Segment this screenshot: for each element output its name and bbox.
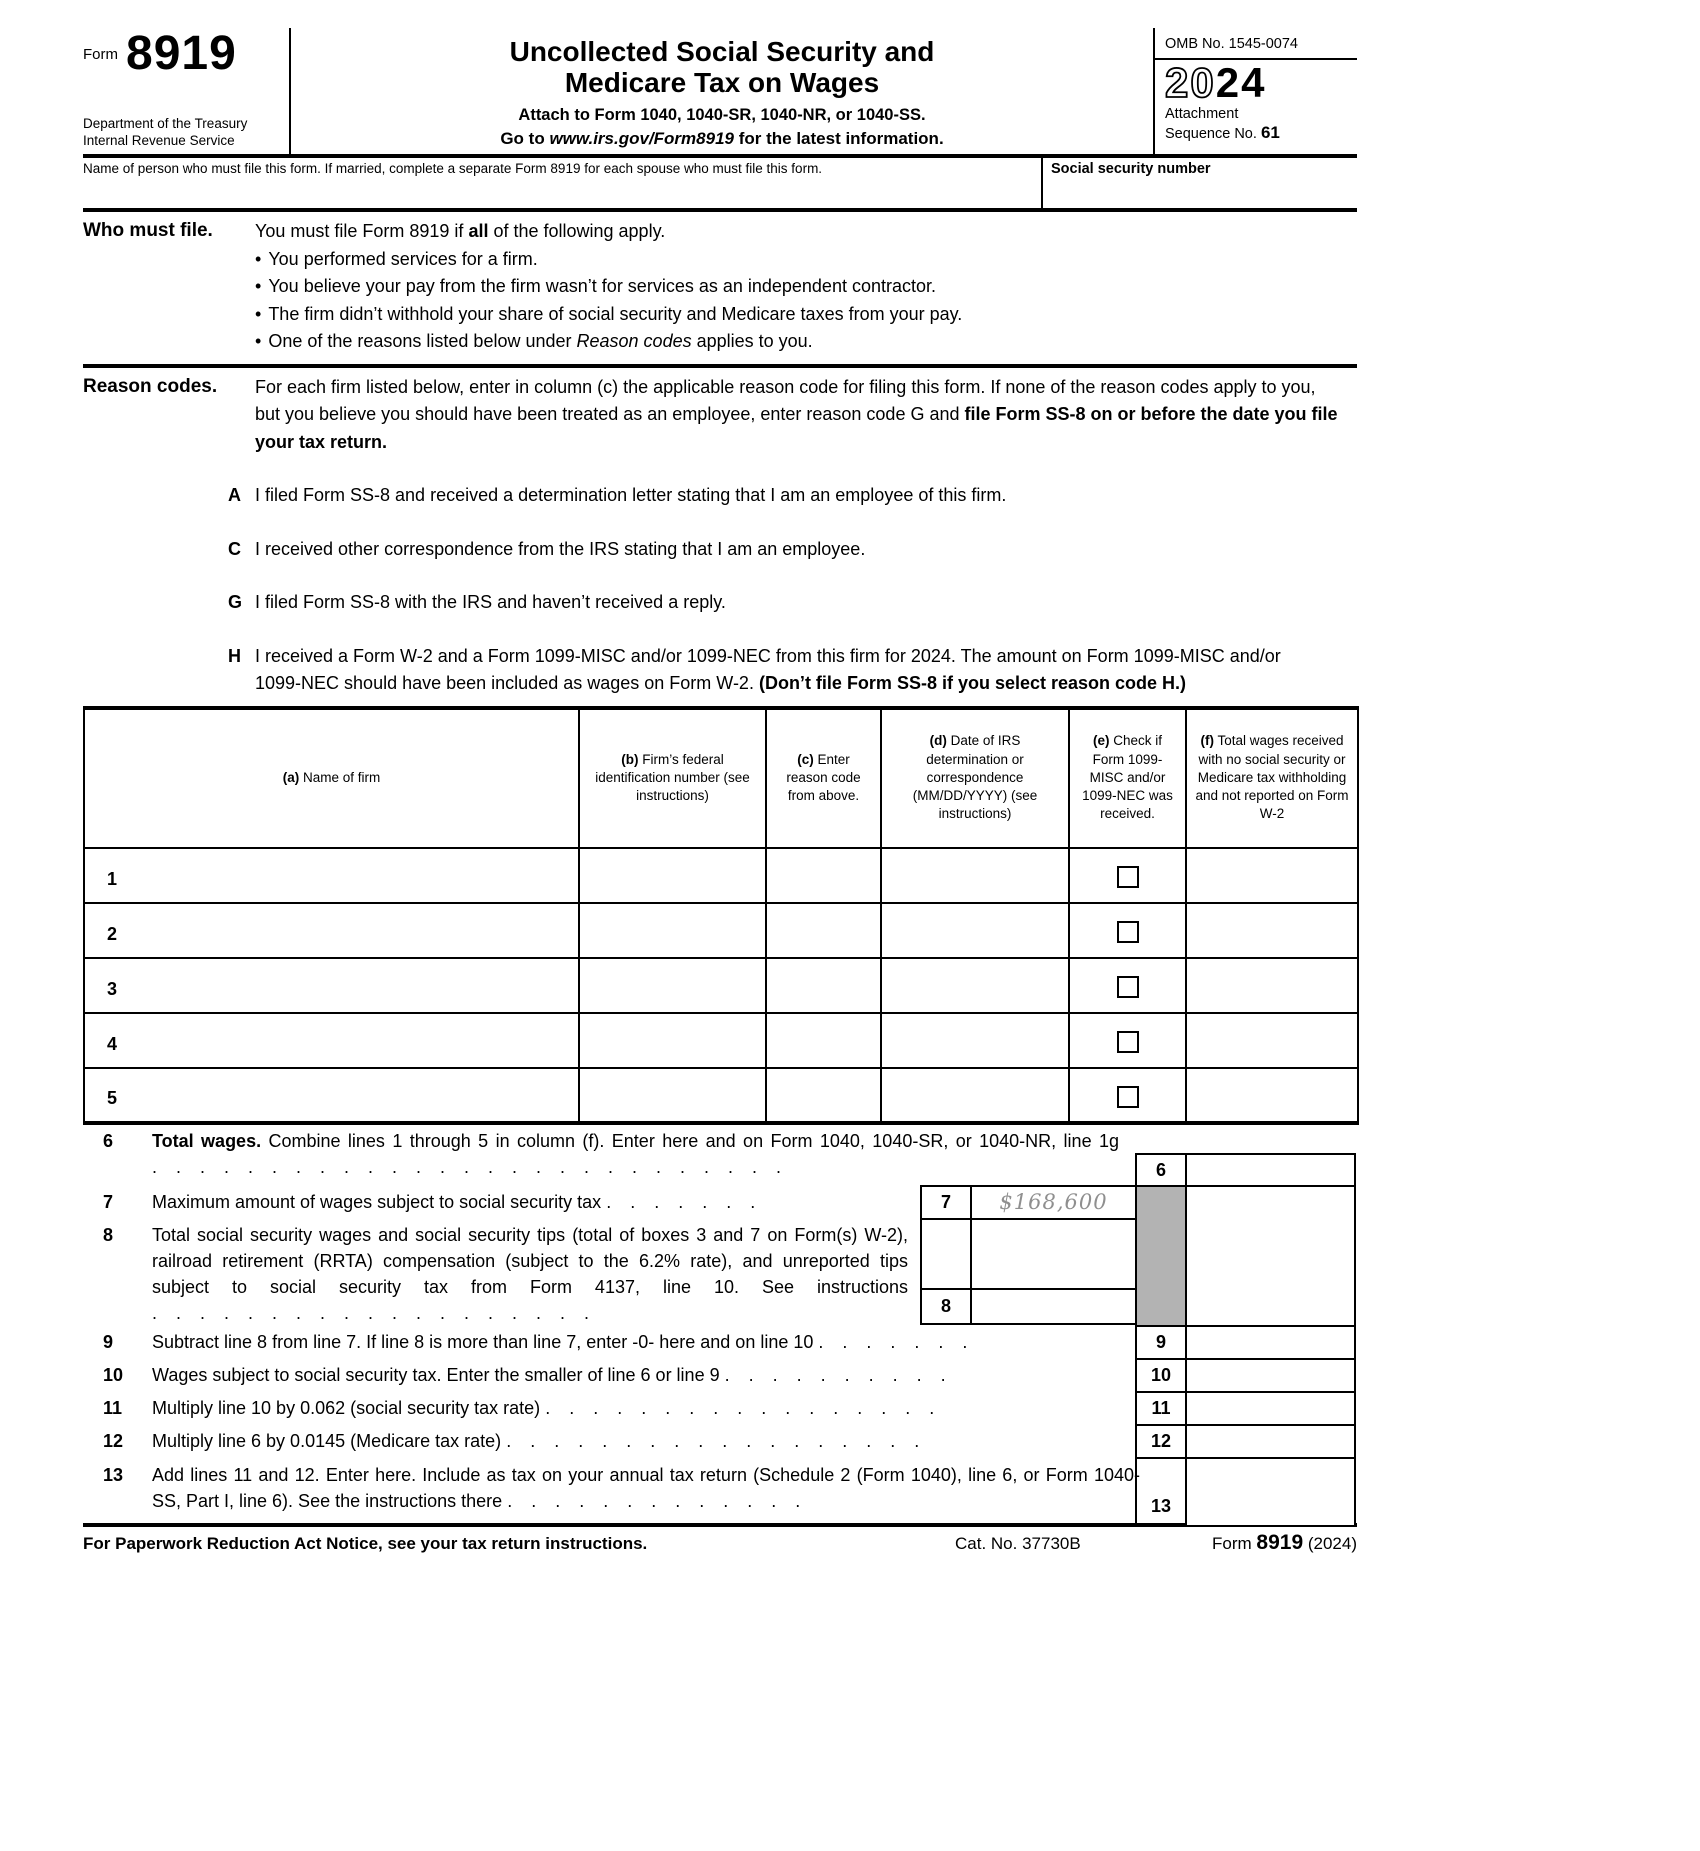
reason-code-g <box>228 589 1357 617</box>
firm-name-input-3[interactable] <box>84 958 579 1013</box>
irs-date-input-2[interactable] <box>881 903 1069 958</box>
bullet-text: You believe your pay from the firm wasn’t for services as an independent contractor. <box>268 276 936 296</box>
code-text: I filed Form SS-8 and received a determination letter stating that I am an employee of this firm. <box>255 485 1007 505</box>
row-number-2: 2 <box>107 923 118 944</box>
reason-codes-paragraph <box>255 374 1345 457</box>
col-letter: (c) <box>797 751 814 767</box>
form-footer <box>83 1527 1357 1561</box>
omb-number: OMB No. 1545-0074 <box>1155 28 1357 60</box>
calculation-section <box>83 1125 1357 1527</box>
line7-8-grid-row <box>1137 1187 1354 1327</box>
code-text: I received other correspondence from the IRS stating that I am an employee. <box>255 538 866 559</box>
reason-code-letter-h: H <box>228 645 241 666</box>
line8-amount-cell[interactable] <box>972 1290 1135 1323</box>
reason-codes-section <box>83 368 1357 706</box>
amount-grid <box>1135 1153 1356 1525</box>
total-wages-input-4[interactable] <box>1186 1013 1358 1068</box>
who-must-file-body <box>228 218 1357 356</box>
form-1099-checkbox-5[interactable] <box>1117 1086 1139 1108</box>
name-field-label: Name of person who must file this form. If married, complete a separate Form 8919 for each spouse who must file this form. <box>83 161 823 176</box>
col-header-total-wages <box>1186 708 1358 848</box>
bullet-text: You performed services for a firm. <box>268 248 538 269</box>
row-number-3: 3 <box>107 978 118 999</box>
spacer-value-column <box>972 1220 1135 1288</box>
reason-code-h <box>228 643 1357 698</box>
total-wages-input-2[interactable] <box>1186 903 1358 958</box>
firm-row-5 <box>84 1068 1358 1123</box>
intro-post: of the following apply. <box>488 221 666 241</box>
form-8919-page <box>83 28 1357 1561</box>
footer-form-id <box>1212 1531 1357 1555</box>
row-number-1: 1 <box>107 868 118 889</box>
reason-code-c <box>228 536 1357 564</box>
code-text: I filed Form SS-8 with the IRS and haven’t received a reply. <box>255 592 726 612</box>
code-bold-tail: (Don’t file Form SS-8 if you select reason code H.) <box>758 673 1187 693</box>
line13-box-number: 13 <box>1137 1459 1187 1525</box>
firm-row-4 <box>84 1013 1358 1068</box>
line8-dots: . . . . . . . . . . . . . . . . . . . <box>152 1302 590 1323</box>
form-id <box>83 27 283 80</box>
attachment-sequence <box>1155 105 1357 144</box>
line13-body: Add lines 11 and 12. Enter here. Include as tax on your annual tax return (Schedule 2 (Form 1040), line 6, or Form 1040-SS, Part I, line 6). See the instructions there <box>152 1464 1140 1511</box>
line11-number: 11 <box>103 1397 123 1418</box>
who-bullet-3 <box>255 301 1357 329</box>
form-1099-checkbox-2[interactable] <box>1117 921 1139 943</box>
line11-amount-row <box>1137 1393 1354 1426</box>
line9-amount-row <box>1137 1327 1354 1360</box>
form-number: 8919 <box>126 27 237 80</box>
col-text: Date of IRS determination or correspondence (MM/DD/YYYY) (see instructions) <box>912 733 1038 822</box>
col-text: Firm’s federal identification number (see instructions) <box>595 751 750 804</box>
col-text: Total wages received with no social security or Medicare tax withholding and not reported on Form W-2 <box>1195 733 1349 822</box>
shaded-cell <box>1137 1187 1187 1325</box>
line10-dots: . . . . . . . . . . <box>724 1364 946 1385</box>
reason-code-a <box>228 482 1357 510</box>
line11-box-number: 11 <box>1137 1393 1187 1424</box>
firm-name-input-4[interactable] <box>84 1013 579 1068</box>
footer-form-number: 8919 <box>1256 1530 1304 1554</box>
line11-body: Multiply line 10 by 0.062 (social security tax rate) <box>152 1397 541 1418</box>
line12-text <box>152 1428 919 1454</box>
line7-box-number: 7 <box>922 1187 972 1218</box>
line10-body: Wages subject to social security tax. Enter the smaller of line 6 or line 9 <box>152 1364 720 1385</box>
col-letter: (a) <box>282 769 300 785</box>
intro-pre: You must file Form 8919 if <box>255 221 469 241</box>
line6-text <box>152 1128 1119 1180</box>
line12-dots: . . . . . . . . . . . . . . . . . . <box>506 1430 920 1451</box>
dept-line2: Internal Revenue Service <box>83 133 235 149</box>
line12-amount-row <box>1137 1426 1354 1459</box>
sequence-row <box>1165 123 1357 143</box>
line10-amount-row <box>1137 1360 1354 1393</box>
row-number-4: 4 <box>107 1033 118 1054</box>
checkbox-cell-2 <box>1069 903 1186 958</box>
checkbox-cell-4 <box>1069 1013 1186 1068</box>
attachment-label: Attachment <box>1165 106 1239 123</box>
tax-year-outline: 20 <box>1165 59 1216 106</box>
line6-amount-row <box>1137 1155 1354 1187</box>
reason-code-input-1[interactable] <box>766 848 881 903</box>
who-must-file-section <box>83 212 1357 368</box>
line8-text <box>152 1222 908 1326</box>
reason-code-letter-c: C <box>228 538 241 559</box>
col-letter: (e) <box>1092 733 1110 749</box>
title-line1: Uncollected Social Security and <box>509 36 935 67</box>
line10-text <box>152 1362 946 1388</box>
reason-codes-label: Reason codes. <box>83 375 218 397</box>
reason-code-letter-g: G <box>228 592 243 612</box>
col-header-federal-id <box>579 708 766 848</box>
line9-text <box>152 1329 967 1355</box>
firm-name-input-1[interactable] <box>84 848 579 903</box>
irs-date-input-1[interactable] <box>881 848 1069 903</box>
checkbox-cell-5 <box>1069 1068 1186 1123</box>
who-bullet-2 <box>255 273 1357 301</box>
line13-dots: . . . . . . . . . . . . . <box>507 1490 801 1511</box>
col-header-reason-code <box>766 708 881 848</box>
line6-box-number: 6 <box>1137 1155 1187 1185</box>
form-1099-checkbox-3[interactable] <box>1117 976 1139 998</box>
irs-date-input-3[interactable] <box>881 958 1069 1013</box>
goto-instruction <box>291 129 1153 149</box>
line9-number: 9 <box>103 1331 114 1352</box>
title-line2: Medicare Tax on Wages <box>564 67 880 99</box>
line7-entry-row <box>922 1187 1135 1220</box>
line8-box-number: 8 <box>922 1290 972 1323</box>
sequence-label: Sequence No. <box>1165 126 1257 143</box>
reason-code-text-g <box>255 589 726 617</box>
line7-prefilled-value: $168,600 <box>999 1190 1108 1214</box>
line7-body: Maximum amount of wages subject to social security tax <box>152 1191 602 1212</box>
omb-block <box>1155 28 1357 154</box>
firm-ein-input-5[interactable] <box>579 1068 766 1123</box>
line6-dots: . . . . . . . . . . . . . . . . . . . . . . . . . . . <box>152 1156 782 1177</box>
total-wages-input-5[interactable] <box>1186 1068 1358 1123</box>
irs-date-input-5[interactable] <box>881 1068 1069 1123</box>
firms-table <box>83 706 1359 1125</box>
col-text: Name of firm <box>299 769 381 785</box>
col-text: Check if Form 1099-MISC and/or 1099-NEC was received. <box>1082 733 1173 822</box>
firm-row-1 <box>84 848 1358 903</box>
who-bullet-4 <box>255 328 1357 356</box>
line7-8-spacer <box>922 1220 1135 1288</box>
form-1099-checkbox-1[interactable] <box>1117 866 1139 888</box>
line7-text <box>152 1189 755 1215</box>
who-must-file-label: Who must file. <box>83 220 213 241</box>
bullet-text: One of the reasons listed below under <box>268 331 577 351</box>
paperwork-notice: For Paperwork Reduction Act Notice, see your tax return instructions. <box>83 1533 648 1553</box>
bullet-italic: Reason codes <box>576 331 692 351</box>
ssn-field-label: Social security number <box>1051 161 1211 177</box>
line11-text <box>152 1395 934 1421</box>
col-letter: (b) <box>621 751 639 767</box>
reason-code-input-2[interactable] <box>766 903 881 958</box>
line7-number: 7 <box>103 1191 114 1212</box>
catalog-number: Cat. No. 37730B <box>955 1533 1081 1553</box>
row-number-5: 5 <box>107 1087 118 1108</box>
line10-number: 10 <box>103 1364 124 1385</box>
line12-body: Multiply line 6 by 0.0145 (Medicare tax rate) <box>152 1430 502 1451</box>
page-title <box>291 36 1153 99</box>
line13-amount-cell[interactable] <box>1187 1459 1354 1525</box>
attach-instruction: Attach to Form 1040, 1040-SR, 1040-NR, or 1040-SS. <box>518 105 926 124</box>
spacer-number-column <box>922 1220 972 1288</box>
line6-bold: Total wages. <box>152 1130 262 1151</box>
firm-name-input-2[interactable] <box>84 903 579 958</box>
line9-body: Subtract line 8 from line 7. If line 8 is more than line 7, enter -0- here and on line 10 <box>152 1331 814 1352</box>
line11-amount-cell[interactable] <box>1187 1393 1354 1424</box>
form-word: Form <box>83 46 118 63</box>
line6-amount-cell[interactable] <box>1187 1155 1354 1185</box>
bullet-text: The firm didn’t withhold your share of social security and Medicare taxes from your pay. <box>268 303 963 324</box>
line10-box-number: 10 <box>1137 1360 1187 1391</box>
reason-code-letter-a: A <box>228 485 241 505</box>
bullet-post: applies to you. <box>691 331 813 351</box>
line13-text <box>152 1462 1140 1514</box>
paragraph-bold: file Form SS-8 on or before the date you file your tax return. <box>255 404 1338 452</box>
reason-codes-body <box>228 374 1357 698</box>
line9-amount-cell[interactable] <box>1187 1327 1354 1358</box>
checkbox-cell-3 <box>1069 958 1186 1013</box>
sequence-number: 61 <box>1260 123 1280 143</box>
col-header-name-of-firm <box>84 708 579 848</box>
col-header-1099-check <box>1069 708 1186 848</box>
firm-ein-input-2[interactable] <box>579 903 766 958</box>
ssn-field[interactable] <box>1041 158 1357 208</box>
firm-ein-input-1[interactable] <box>579 848 766 903</box>
irs-url-link: www.irs.gov/Form8919 <box>549 128 734 148</box>
line8-body: Total social security wages and social security tips (total of boxes 3 and 7 on Form(s) W-2), railroad retirement (RRTA) compensation (subject to the 6.2% rate), and unreported tips subject to social security tax from Form 4137, line 10. See instructions <box>152 1224 908 1297</box>
form-1099-checkbox-4[interactable] <box>1117 1031 1139 1053</box>
line9-dots: . . . . . . . <box>818 1331 968 1352</box>
firm-ein-input-3[interactable] <box>579 958 766 1013</box>
tax-year-solid: 24 <box>1215 59 1267 106</box>
footer-form-word: Form <box>1212 1533 1252 1553</box>
line8-number: 8 <box>103 1224 114 1245</box>
line10-amount-cell[interactable] <box>1187 1360 1354 1391</box>
firm-name-input-5[interactable] <box>84 1068 579 1123</box>
checkbox-cell-1 <box>1069 848 1186 903</box>
line9-box-number: 9 <box>1137 1327 1187 1358</box>
reason-code-input-5[interactable] <box>766 1068 881 1123</box>
firms-table-header-row <box>84 708 1358 848</box>
reason-code-text-h <box>255 643 1317 698</box>
line7-8-right-area <box>1187 1187 1354 1325</box>
firm-row-2 <box>84 903 1358 958</box>
line11-dots: . . . . . . . . . . . . . . . . . <box>545 1397 935 1418</box>
line12-box-number: 12 <box>1137 1426 1187 1457</box>
who-must-file-intro <box>255 218 1357 246</box>
line7-dots: . . . . . . . <box>606 1191 756 1212</box>
form-title-block <box>291 28 1155 154</box>
intro-bold: all <box>468 221 489 241</box>
name-field[interactable] <box>83 158 1041 208</box>
reason-code-text-a <box>255 482 1006 510</box>
line7-amount-cell[interactable] <box>972 1187 1135 1218</box>
name-ssn-row <box>83 158 1357 212</box>
total-wages-input-3[interactable] <box>1186 958 1358 1013</box>
line7-8-entry-box <box>920 1185 1135 1325</box>
paragraph-pre: For each firm listed below, enter in column (c) the applicable reason code for filing this form. If none of the reason codes apply to you, but you believe you should have been treated as an employee, enter reason code G and <box>255 376 1316 424</box>
reason-code-text-c <box>255 536 865 564</box>
reason-code-input-3[interactable] <box>766 958 881 1013</box>
dept-line1: Department of the Treasury <box>83 116 248 132</box>
who-bullet-1 <box>255 246 1357 274</box>
footer-form-year: (2024) <box>1307 1533 1357 1553</box>
agency-name <box>83 116 283 150</box>
line13-amount-row <box>1137 1459 1354 1525</box>
line13-number: 13 <box>103 1464 124 1485</box>
goto-prefix: Go to <box>500 128 550 148</box>
line6-body: Combine lines 1 through 5 in column (f). Enter here and on Form 1040, 1040-SR, or 1040-NR, line 1g <box>261 1130 1119 1151</box>
col-letter: (f) <box>1200 733 1214 749</box>
code-text: I received a Form W-2 and a Form 1099-MISC and/or 1099-NEC from this firm for 2024. The amount on Form 1099-MISC and/or 1099-NEC should have been included as wages on Form W-2. <box>255 645 1281 693</box>
col-letter: (d) <box>929 733 947 749</box>
total-wages-input-1[interactable] <box>1186 848 1358 903</box>
col-header-irs-date <box>881 708 1069 848</box>
form-header <box>83 28 1357 158</box>
line8-entry-row <box>922 1288 1135 1323</box>
reason-code-input-4[interactable] <box>766 1013 881 1068</box>
goto-suffix: for the latest information. <box>733 128 944 148</box>
tax-year <box>1155 60 1357 105</box>
irs-date-input-4[interactable] <box>881 1013 1069 1068</box>
line12-amount-cell[interactable] <box>1187 1426 1354 1457</box>
line6-number: 6 <box>103 1130 114 1151</box>
form-number-block <box>83 28 291 154</box>
line12-number: 12 <box>103 1430 124 1451</box>
col-text: Enter reason code from above. <box>786 751 861 804</box>
firm-row-3 <box>84 958 1358 1013</box>
firm-ein-input-4[interactable] <box>579 1013 766 1068</box>
